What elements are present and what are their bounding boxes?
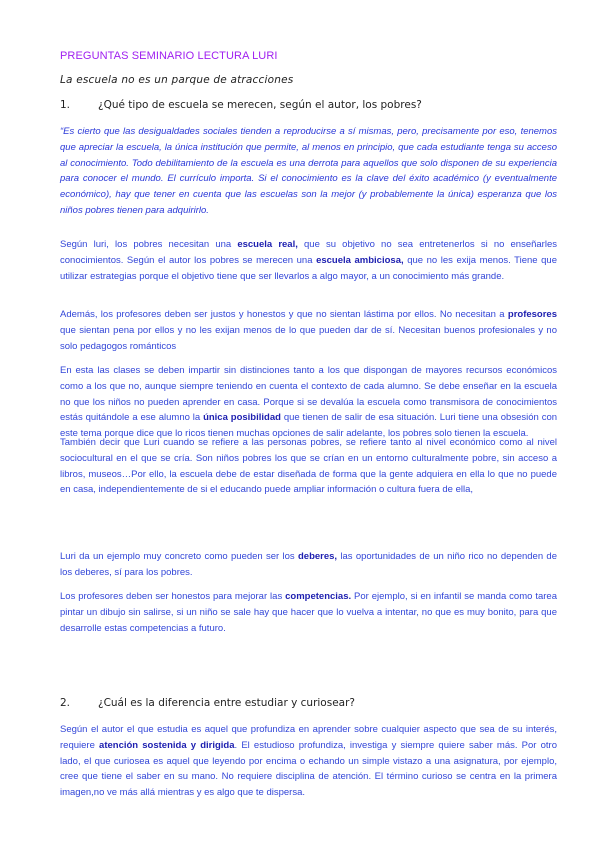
answer-paragraph: Según luri, los pobres necesitan una escuela real, que su objetivo no sea entretenerlos si no enseñarles conocimientos. Según el autor los pobres se merecen una escuela ambiciosa, que no les exija menos. Tiene que utilizar estrategias porque el objetivo tiene que ser llevarlos a algo mayor, a un conocimiento más grande. bbox=[60, 239, 557, 282]
question-text: ¿Qué tipo de escuela se merecen, según el autor, los pobres? bbox=[98, 99, 422, 111]
author-quote: “Es cierto que las desigualdades sociales tienden a reproducirse a sí mismas, pero, precisamente por eso, tenemos que apreciar la escuela, la única institución que permite, al menos en principio, que cada estudiante tenga su acceso al conocimiento. Todo debilitamiento de la escuela es una derrota para aquellos que solo disponen de su experiencia para conocer el mundo. El currículo importa. Si el conocimiento es la clave del éxito académico (y eventualmente económico), hay que tener en cuenta que las escuelas son la mejor (y probablemente la única) esperanza que los niños pobres tienen para adquirirlo. bbox=[60, 126, 557, 216]
answer-paragraph: Luri da un ejemplo muy concreto como pueden ser los deberes, las oportunidades de un niño rico no dependen de los deberes, sí para los pobres. bbox=[60, 551, 557, 578]
document-title: PREGUNTAS SEMINARIO LECTURA LURI bbox=[60, 50, 278, 62]
highlight-term: escuela real, bbox=[237, 239, 298, 250]
answer-paragraph: Además, los profesores deben ser justos y honestos y que no sientan lástima por ellos. No necesitan a profesores que sientan pena por ellos y no les exijan menos de lo que pueden dar de sí. Necesitan buenos profesionales y no solo pedagogos románticos bbox=[60, 309, 557, 352]
answer-paragraph: También decir que Luri cuando se refiere a las personas pobres, se refiere tanto al nivel económico como al nivel sociocultural en el que se cría. Son niños pobres los que se crían en un entorno culturalmente pobre, sin acceso a libros, museos…Por ello, la escuela debe de estar diseñada de forma que la gente adquiera en ella lo que no puede en casa, independientemente de si el educando puede ampliar información o cultura fuera de ella, bbox=[60, 437, 557, 496]
answer-paragraph: Los profesores deben ser honestos para mejorar las competencias. Por ejemplo, si en infantil se manda como tarea pintar un dibujo sin salirse, si un niño se sale hay que hacer que lo vuelva a intentar, no que es muy bonito, para que desarrolle estas competencias a futuro. bbox=[60, 591, 557, 634]
question-number: 2. bbox=[60, 697, 71, 709]
highlight-term: profesores bbox=[507, 309, 557, 320]
highlight-term: escuela ambiciosa, bbox=[316, 254, 404, 266]
answer-paragraph: Según el autor el que estudia es aquel que profundiza en aprender sobre cualquier aspecto que sea de su interés, requiere atención sostenida y dirigida. El estudioso profundiza, investiga y siempre quiere saber más. Por otro lado, el que curiosea es aquel que leyendo por encima o echando un simple vistazo a una asignatura, por ejemplo, cree que tiene el saber en su mano. No requiere disciplina de atención. El término curioso se centra en la primera imagen,no ve más allá mientras y es algo que te dispersa. bbox=[60, 724, 557, 799]
highlight-term: única posibilidad bbox=[203, 412, 281, 424]
question-text: ¿Cuál es la diferencia entre estudiar y curiosear? bbox=[98, 697, 355, 709]
answer-paragraph: En esta las clases se deben impartir sin distinciones tanto a los que dispongan de mayores recursos económicos como a los que no, aunque siempre teniendo en cuenta el contexto de cada alumno. Se debe enseñar en la escuela no que los niños no pueden aprender en casa. Porque si se devalúa la escuela como transmisora de conocimientos estás quitándole a ese alumno la única posibilidad que tienen de salir de esa situación. Luri tiene una obsesión con este tema porque dice que lo ricos tienen muchas opciones de salir adelante, los pobres solo tienen la escuela. bbox=[60, 365, 558, 440]
document-subtitle: La escuela no es un parque de atracciones bbox=[60, 74, 294, 86]
highlight-term: competencias. bbox=[285, 591, 352, 602]
highlight-term: atención sostenida y dirigida bbox=[99, 739, 235, 751]
highlight-term: deberes, bbox=[297, 551, 338, 562]
question-number: 1. bbox=[60, 99, 71, 111]
